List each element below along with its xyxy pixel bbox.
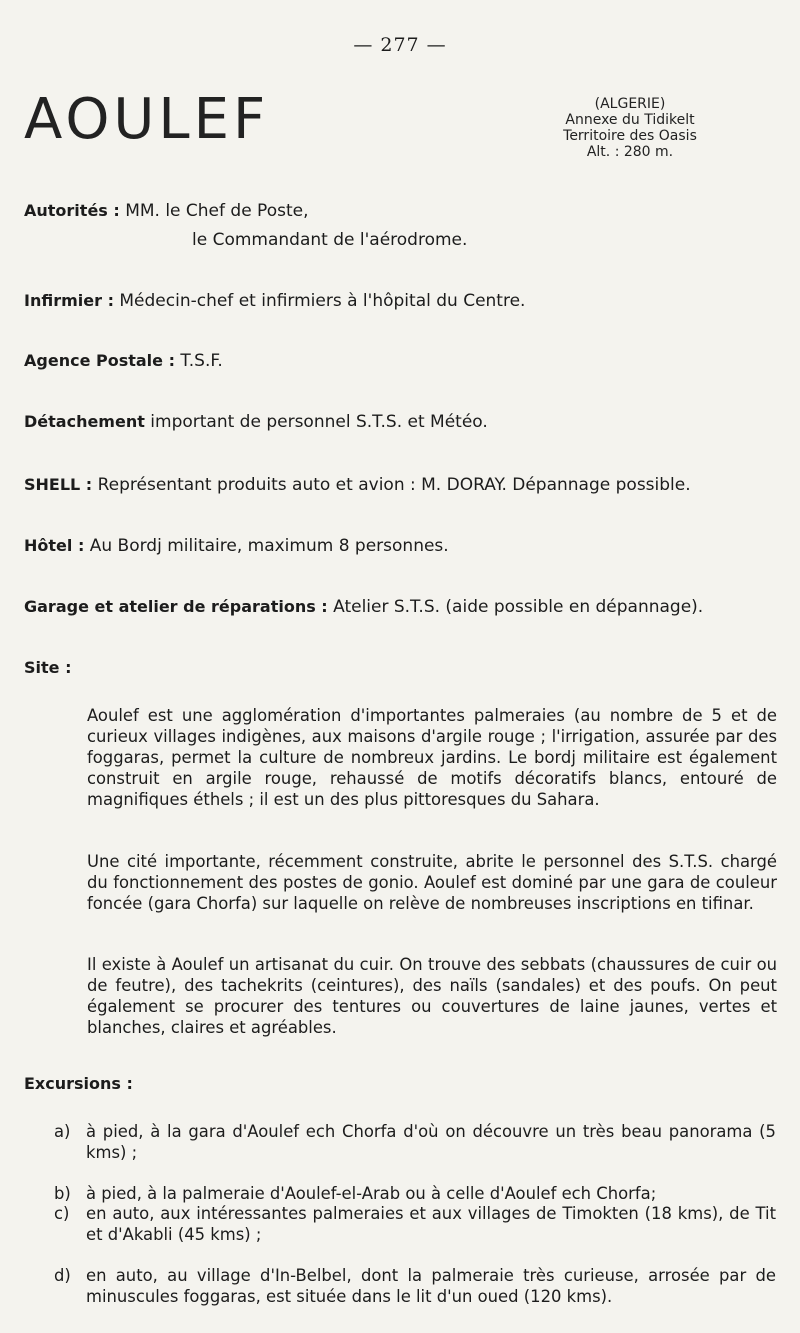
excursion-marker: d) — [54, 1266, 71, 1285]
entry-infirmier — [24, 290, 525, 312]
location-country: (ALGERIE) — [594, 96, 666, 112]
location-annex: Annexe du Tidikelt — [565, 112, 695, 128]
site-paragraph: Aoulef est une agglomération d'importantes palmeraies (au nombre de 5 et de curieux villages indigènes, aux maisons d'argile rouge ; l'irrigation, assurée par des foggaras, permet la culture de nombreux jardins. Le bordj militaire est également construit en argile rouge, rehaussé de motifs décoratifs blancs, entouré de magnifiques éthels ; il est un des plus pittoresques du Sahara. — [87, 706, 777, 809]
page-title: AOULEF — [24, 87, 270, 152]
site-paragraph: Une cité importante, récemment construite, abrite le personnel des S.T.S. chargé du fonctionnement des postes de gonio. Aoulef est dominé par une gara de couleur foncée (gara Chorfa) sur laquelle on relève de nombreuses inscriptions en tifinar. — [87, 852, 777, 913]
entry-text: Atelier S.T.S. (aide possible en dépannage). — [333, 597, 704, 617]
excursion-text: à pied, à la palmeraie d'Aoulef-el-Arab ou à celle d'Aoulef ech Chorfa; — [86, 1184, 657, 1203]
entry-text: important de personnel S.T.S. et Météo. — [150, 412, 488, 432]
entry-label: Autorités : — [24, 201, 120, 220]
entry-text: MM. le Chef de Poste, — [125, 201, 309, 221]
entry-garage — [24, 596, 703, 618]
excursion-text: à pied, à la gara d'Aoulef ech Chorfa d'où on découvre un très beau panorama (5 kms) ; — [86, 1122, 776, 1162]
entry-label: Détachement — [24, 412, 145, 431]
entry-label: Site : — [24, 658, 72, 677]
site-paragraph: Il existe à Aoulef un artisanat du cuir. On trouve des sebbats (chaussures de cuir ou de feutre), des tachekrits (ceintures), des naïls (sandales) et des poufs. On peut également se procurer des tentures ou couvertures de laine jaunes, vertes et blanches, claires et agréables. — [87, 955, 777, 1037]
excursion-marker: a) — [54, 1122, 71, 1141]
entry-excursions — [24, 1073, 133, 1095]
excursion-marker: c) — [54, 1204, 70, 1223]
entry-text: T.S.F. — [180, 351, 223, 371]
entry-text: Médecin-chef et infirmiers à l'hôpital du Centre. — [119, 291, 526, 311]
entry-label: SHELL : — [24, 475, 93, 494]
entry-autorites-line2: le Commandant de l'aérodrome. — [192, 230, 468, 250]
entry-site — [24, 657, 71, 679]
entry-text: Au Bordj militaire, maximum 8 personnes. — [89, 536, 449, 556]
entry-hotel — [24, 535, 449, 557]
entry-shell — [24, 474, 691, 496]
location-block — [520, 96, 740, 160]
excursion-text: en auto, au village d'In-Belbel, dont la palmeraie très curieuse, arrosée par de minuscules foggaras, est située dans le lit d'un oued (120 kms). — [86, 1266, 776, 1306]
entry-label: Infirmier : — [24, 291, 114, 310]
entry-agence-postale — [24, 350, 223, 372]
entry-label: Agence Postale : — [24, 351, 175, 370]
entry-label: Excursions : — [24, 1074, 133, 1093]
location-altitude: Alt. : 280 m. — [586, 144, 674, 160]
location-territory: Territoire des Oasis — [563, 128, 697, 144]
entry-label: Hôtel : — [24, 536, 85, 555]
entry-detachement — [24, 411, 488, 433]
excursion-text: en auto, aux intéressantes palmeraies et aux villages de Timokten (18 kms), de Tit et d'Akabli (45 kms) ; — [86, 1204, 776, 1244]
page-number: — 277 — — [353, 34, 447, 56]
entry-autorites — [24, 200, 309, 222]
entry-label: Garage et atelier de réparations : — [24, 597, 328, 616]
entry-text: Représentant produits auto et avion : M. DORAY. Dépannage possible. — [97, 475, 691, 495]
excursion-marker: b) — [54, 1184, 71, 1203]
